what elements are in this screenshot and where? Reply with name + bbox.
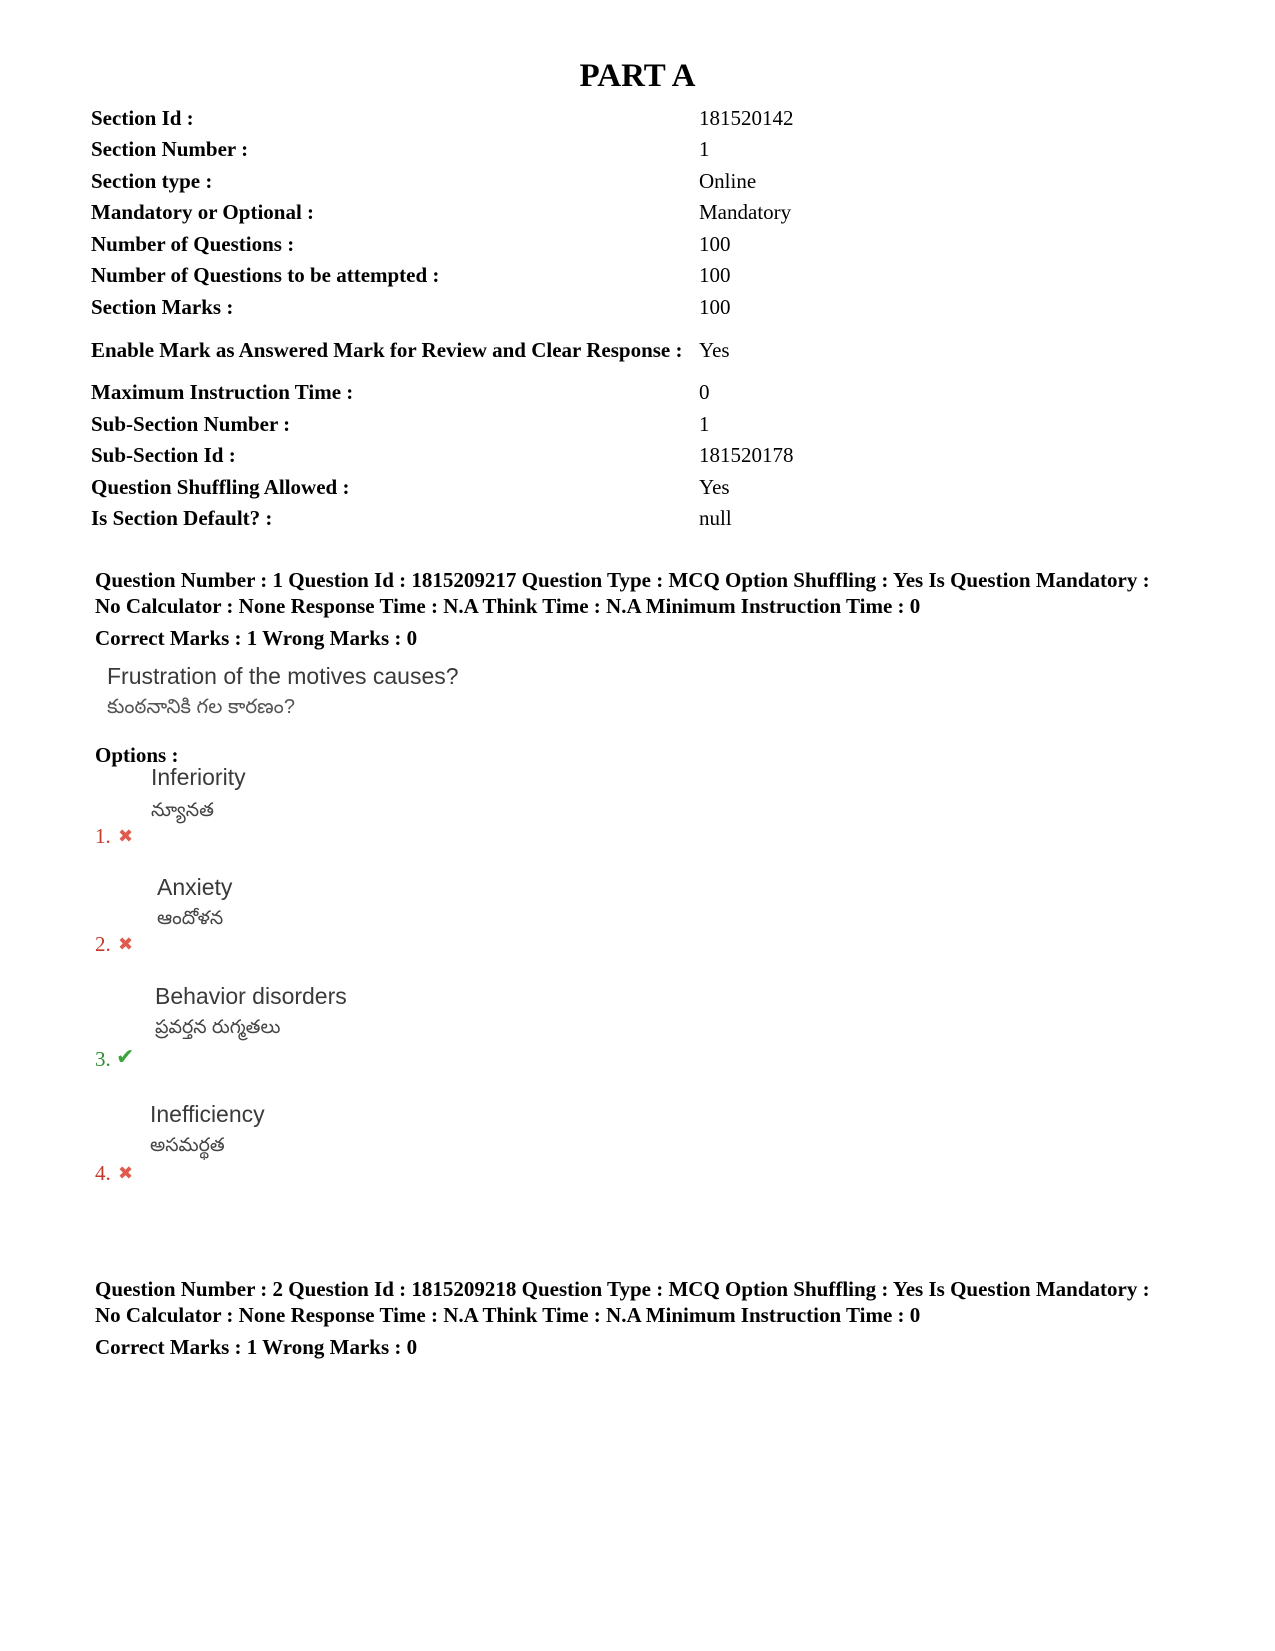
info-value: 1 [699,411,710,436]
option-text-telugu: న్యూనత [151,800,214,821]
info-label: Sub-Section Id : [91,443,236,468]
option-1 [0,764,600,854]
option-3 [0,983,600,1073]
section-info-row [91,102,1091,134]
section-info-table [91,102,1091,534]
info-label: Is Section Default? : [91,506,273,531]
info-label: Mandatory or Optional : [91,200,315,225]
option-text-english: Anxiety [157,874,233,900]
info-value: 0 [699,380,710,405]
section-info-row [91,377,1091,409]
info-label: Maximum Instruction Time : [91,380,354,405]
section-info-row [91,291,1091,323]
section-info-row [91,260,1091,292]
option-text-english: Behavior disorders [155,983,347,1009]
option-number: 2. [95,932,111,956]
cross-icon: ✖ [118,1163,134,1183]
section-info-row [91,134,1091,166]
option-text-telugu: అసమర్థత [150,1135,225,1156]
page-title: PART A [579,58,696,94]
info-label: Sub-Section Number : [91,411,291,436]
info-value: 1 [699,137,710,162]
question-1-block [95,567,1175,651]
option-text-english: Inferiority [151,764,246,790]
info-label: Question Shuffling Allowed : [91,474,350,499]
question-marks: Correct Marks : 1 Wrong Marks : 0 [95,1335,418,1359]
info-value: Yes [699,474,730,499]
info-label: Number of Questions to be attempted : [91,263,440,288]
info-label: Section Marks : [91,294,234,319]
check-icon: ✔ [116,1044,135,1069]
option-4 [0,1101,600,1191]
section-info-row [91,165,1091,197]
info-value: Online [699,168,757,193]
option-number: 1. [95,824,111,848]
question-marks: Correct Marks : 1 Wrong Marks : 0 [95,626,418,650]
info-value: 100 [699,263,731,288]
info-label: Section Number : [91,137,249,162]
info-value: 181520142 [699,105,794,130]
info-value: null [699,506,732,531]
option-text-english: Inefficiency [150,1101,265,1127]
info-label: Enable Mark as Answered Mark for Review and Clear Response : [91,337,683,362]
question-text-english: Frustration of the motives causes? [107,663,459,689]
option-number: 4. [95,1161,111,1185]
question-header: Question Number : 1 Question Id : 1815209217 Question Type : MCQ Option Shuffling : Yes Is Question Mandatory : No Calculator : None Response Time : N.A Think Time : N.A Minimum Instruction Time : 0 [95,568,1150,618]
info-label: Number of Questions : [91,231,295,256]
section-info-row [91,471,1091,503]
section-info-row [91,440,1091,472]
section-info-row [91,197,1091,229]
option-number: 3. [95,1047,111,1071]
info-value: Mandatory [699,200,792,225]
info-value: 100 [699,294,731,319]
info-label: Section type : [91,168,213,193]
cross-icon: ✖ [118,826,134,846]
question-text [107,663,459,723]
cross-icon: ✖ [118,934,134,954]
options-label: Options : [95,743,179,767]
section-info-row [91,323,1091,377]
option-2 [0,874,600,964]
question-header: Question Number : 2 Question Id : 1815209218 Question Type : MCQ Option Shuffling : Yes Is Question Mandatory : No Calculator : None Response Time : N.A Think Time : N.A Minimum Instruction Time : 0 [95,1277,1150,1327]
option-text-telugu: ఆందోళన [157,908,224,929]
section-info-row [91,503,1091,535]
section-info-row [91,228,1091,260]
question-text-telugu: కుంఠనానికి గల కారణం? [107,696,295,718]
info-label: Section Id : [91,105,194,130]
question-2-block [95,1276,1175,1360]
info-value: Yes [699,337,730,362]
option-text-telugu: ప్రవర్తన రుగ్మతలు [155,1017,281,1038]
info-value: 181520178 [699,443,794,468]
info-value: 100 [699,231,731,256]
section-info-row [91,408,1091,440]
